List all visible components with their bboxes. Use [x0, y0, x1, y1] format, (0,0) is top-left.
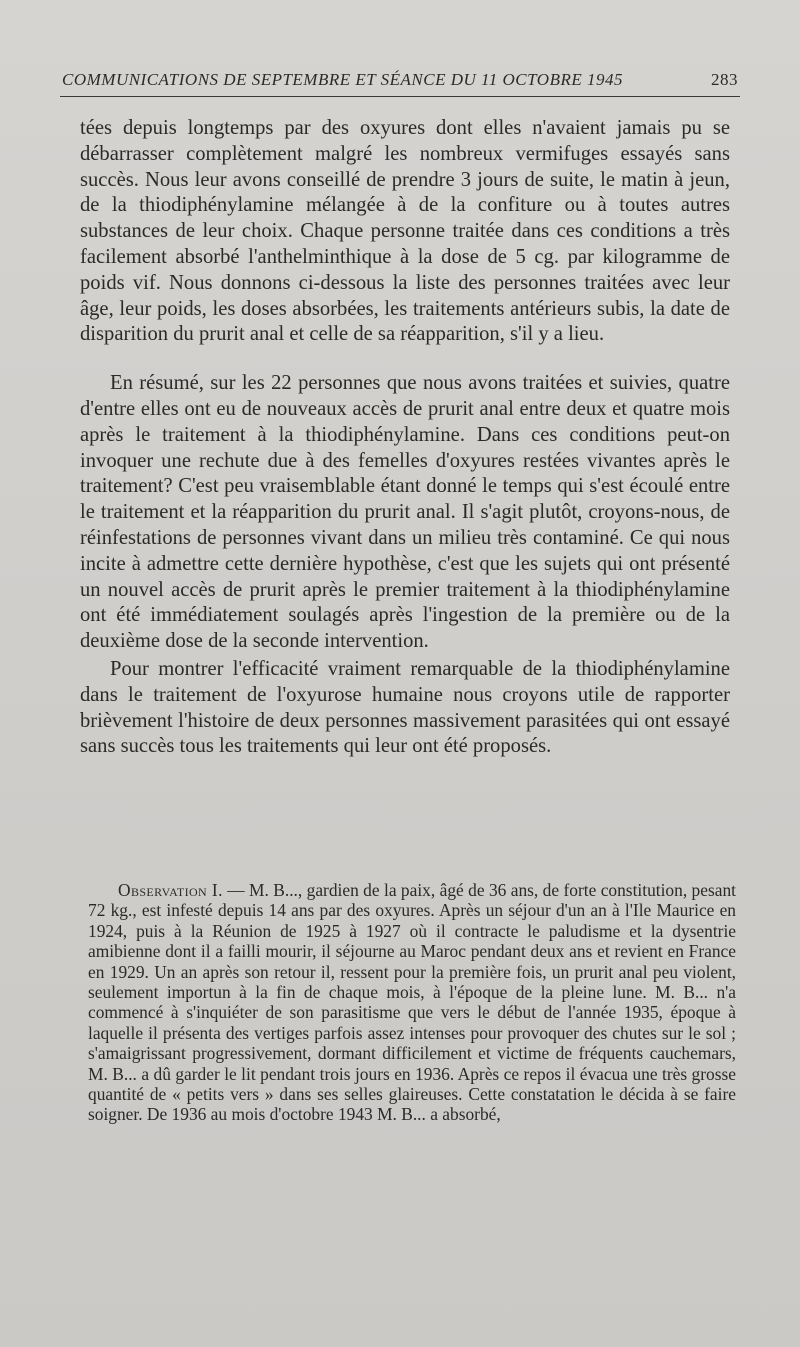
observation-label: Observation I.: [118, 880, 223, 900]
observation-block: [88, 880, 736, 1125]
body-text: [80, 116, 730, 760]
running-title: COMMUNICATIONS DE SEPTEMBRE ET SÉANCE DU 11 OCTOBRE 1945: [62, 70, 623, 89]
observation-paragraph: [88, 880, 736, 1125]
paragraph-case-intro: Pour montrer l'efficacité vraiment remarquable de la thiodiphénylamine dans le traitement de l'oxyurose humaine nous croyons utile de rapporter brièvement l'histoire de deux personnes massivement parasitées qui ont essayé sans succès tous les traitements qui leur ont été proposés.: [80, 657, 730, 758]
paragraph-continuation: tées depuis longtemps par des oxyures dont elles n'avaient jamais pu se débarrasser complètement malgré les nombreux vermifuges essayés sans succès. Nous leur avons conseillé de prendre 3 jours de suite, le matin à jeun, de la thiodiphénylamine mélangée à de la confiture ou à toutes autres substances de leur choix. Chaque personne traitée dans ces conditions a très facilement absorbé l'anthelminthique à la dose de 5 cg. par kilogramme de poids vif. Nous donnons ci-dessous la liste des personnes traitées avec leur âge, leur poids, les doses absorbées, les traitements antérieurs subis, la date de disparition du prurit anal et celle de sa réapparition, s'il y a lieu.: [80, 117, 730, 346]
paragraph-summary: En résumé, sur les 22 personnes que nous avons traitées et suivies, quatre d'entre elles ont eu de nouveaux accès de prurit anal entre deux et quatre mois après le traitement à la thiodiphénylamine. Dans ces conditions peut-on invoquer une rechute due à des femelles d'oxyures restées vivantes après le traitement? C'est peu vraisemblable étant donné le temps qui s'est écoulé entre le traitement et la réapparition du prurit anal. Il s'agit plutôt, croyons-nous, de réinfestations de personnes vivant dans un milieu très contaminé. Ce qui nous incite à admettre cette dernière hypothèse, c'est que les sujets qui ont présenté un nouvel accès de prurit après le premier traitement à la thiodiphénylamine ont été immédiatement soulagés après l'ingestion de la première ou de la deuxième dose de la seconde intervention.: [80, 372, 730, 653]
header-rule: [60, 96, 740, 97]
running-header: [62, 70, 738, 90]
observation-text: — M. B..., gardien de la paix, âgé de 36 ans, de forte constitution, pesant 72 kg., est infesté depuis 14 ans par des oxyures. Après un séjour d'un an à l'Ile Maurice en 1924, puis à la Réunion de 1925 à 1927 où il contracte le paludisme et la dysentrie amibienne dont il a failli mourir, il séjourne au Maroc pendant deux ans et revient en France en 1929. Un an après son retour il, ressent pour la première fois, un prurit anal peu violent, seulement importun à la fin de chaque mois, à l'époque de la pleine lune. M. B... n'a commencé à s'inquiéter de son parasitisme que vers le début de l'année 1935, époque à laquelle il présenta des vertiges parfois assez intenses pour provoquer des chutes sur le sol ; s'amaigrissant progressivement, dormant difficilement et victime de fréquents cauchemars, M. B... a dû garder le lit pendant trois jours en 1936. Après ce repos il évacua une très grosse quantité de « petits vers » dans ses selles glaireuses. Cette constatation le décida à se faire soigner. De 1936 au mois d'octobre 1943 M. B... a absorbé,: [88, 880, 736, 1125]
page-number: 283: [711, 70, 738, 89]
